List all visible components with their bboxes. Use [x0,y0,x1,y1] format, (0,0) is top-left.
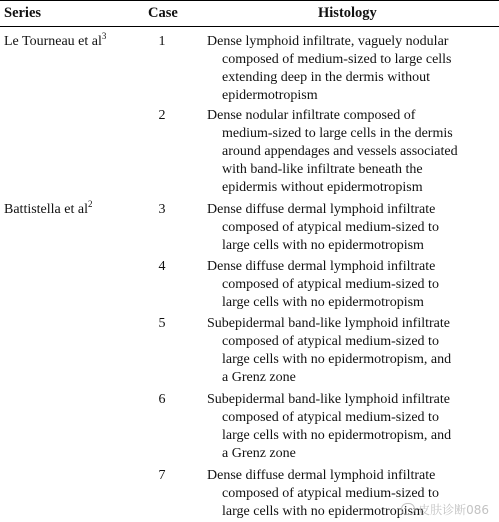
histology-line: large cells with no epidermotropism, and [222,428,452,443]
histology-cell [207,201,497,255]
series-cell [4,201,92,219]
watermark [401,501,489,518]
histology-line: composed of atypical medium-sized to [222,334,439,349]
histology-line: Dense diffuse dermal lymphoid infiltrate [207,259,436,274]
histology-line: epidermis without epidermotropism [222,180,423,195]
histology-line: with band-like infiltrate beneath the [222,162,423,177]
case-number: 2 [158,108,166,123]
histology-line: Dense diffuse dermal lymphoid infiltrate [207,202,436,217]
table-top-rule [0,0,499,1]
histology-line: large cells with no epidermotropism, and [222,352,452,367]
histology-cell [207,391,497,463]
chat-bubble-icon [401,503,415,515]
series-name: Battistella et al [4,202,88,217]
watermark-text: 皮肤诊断086 [418,503,489,517]
histology-line: Subepidermal band-like lymphoid infiltrate [207,392,450,407]
histology-cell [207,315,497,387]
header-series: Series [4,5,42,21]
histology-line: Subepidermal band-like lymphoid infiltrate [207,316,450,331]
histology-line: large cells with no epidermotropism [222,504,424,519]
series-reference: 2 [87,199,93,209]
histology-cell [207,258,497,312]
histology-line: Dense diffuse dermal lymphoid infiltrate [207,468,436,483]
histology-line: composed of atypical medium-sized to [222,277,439,292]
histology-line: composed of atypical medium-sized to [222,410,439,425]
case-number: 3 [158,202,166,217]
histology-line: Dense nodular infiltrate composed of [207,108,416,123]
histology-line: extending deep in the dermis without [222,70,431,85]
header-histology: Histology [318,5,377,21]
histology-line: Dense lymphoid infiltrate, vaguely nodular [207,34,449,49]
series-name: Le Tourneau et al [4,34,102,49]
series-reference: 3 [101,31,107,41]
header-case: Case [148,5,178,21]
histology-line: large cells with no epidermotropism [222,295,424,310]
case-number: 6 [158,392,166,407]
histology-line: medium-sized to large cells in the dermis [222,126,453,141]
histology-line: around appendages and vessels associated [222,144,458,159]
table-header-rule [0,26,499,27]
histology-line: a Grenz zone [222,446,296,461]
case-number: 4 [158,259,166,274]
case-number: 7 [158,468,166,483]
series-cell [4,33,106,51]
histology-cell [207,107,497,197]
histology-line: composed of atypical medium-sized to [222,220,439,235]
histology-line: composed of medium-sized to large cells [222,52,452,67]
histology-line: epidermotropism [222,88,318,103]
case-number: 5 [158,316,166,331]
histology-line: large cells with no epidermotropism [222,238,424,253]
histology-cell [207,33,497,105]
histology-line: a Grenz zone [222,370,296,385]
case-number: 1 [158,34,166,49]
histology-line: composed of atypical medium-sized to [222,486,439,501]
